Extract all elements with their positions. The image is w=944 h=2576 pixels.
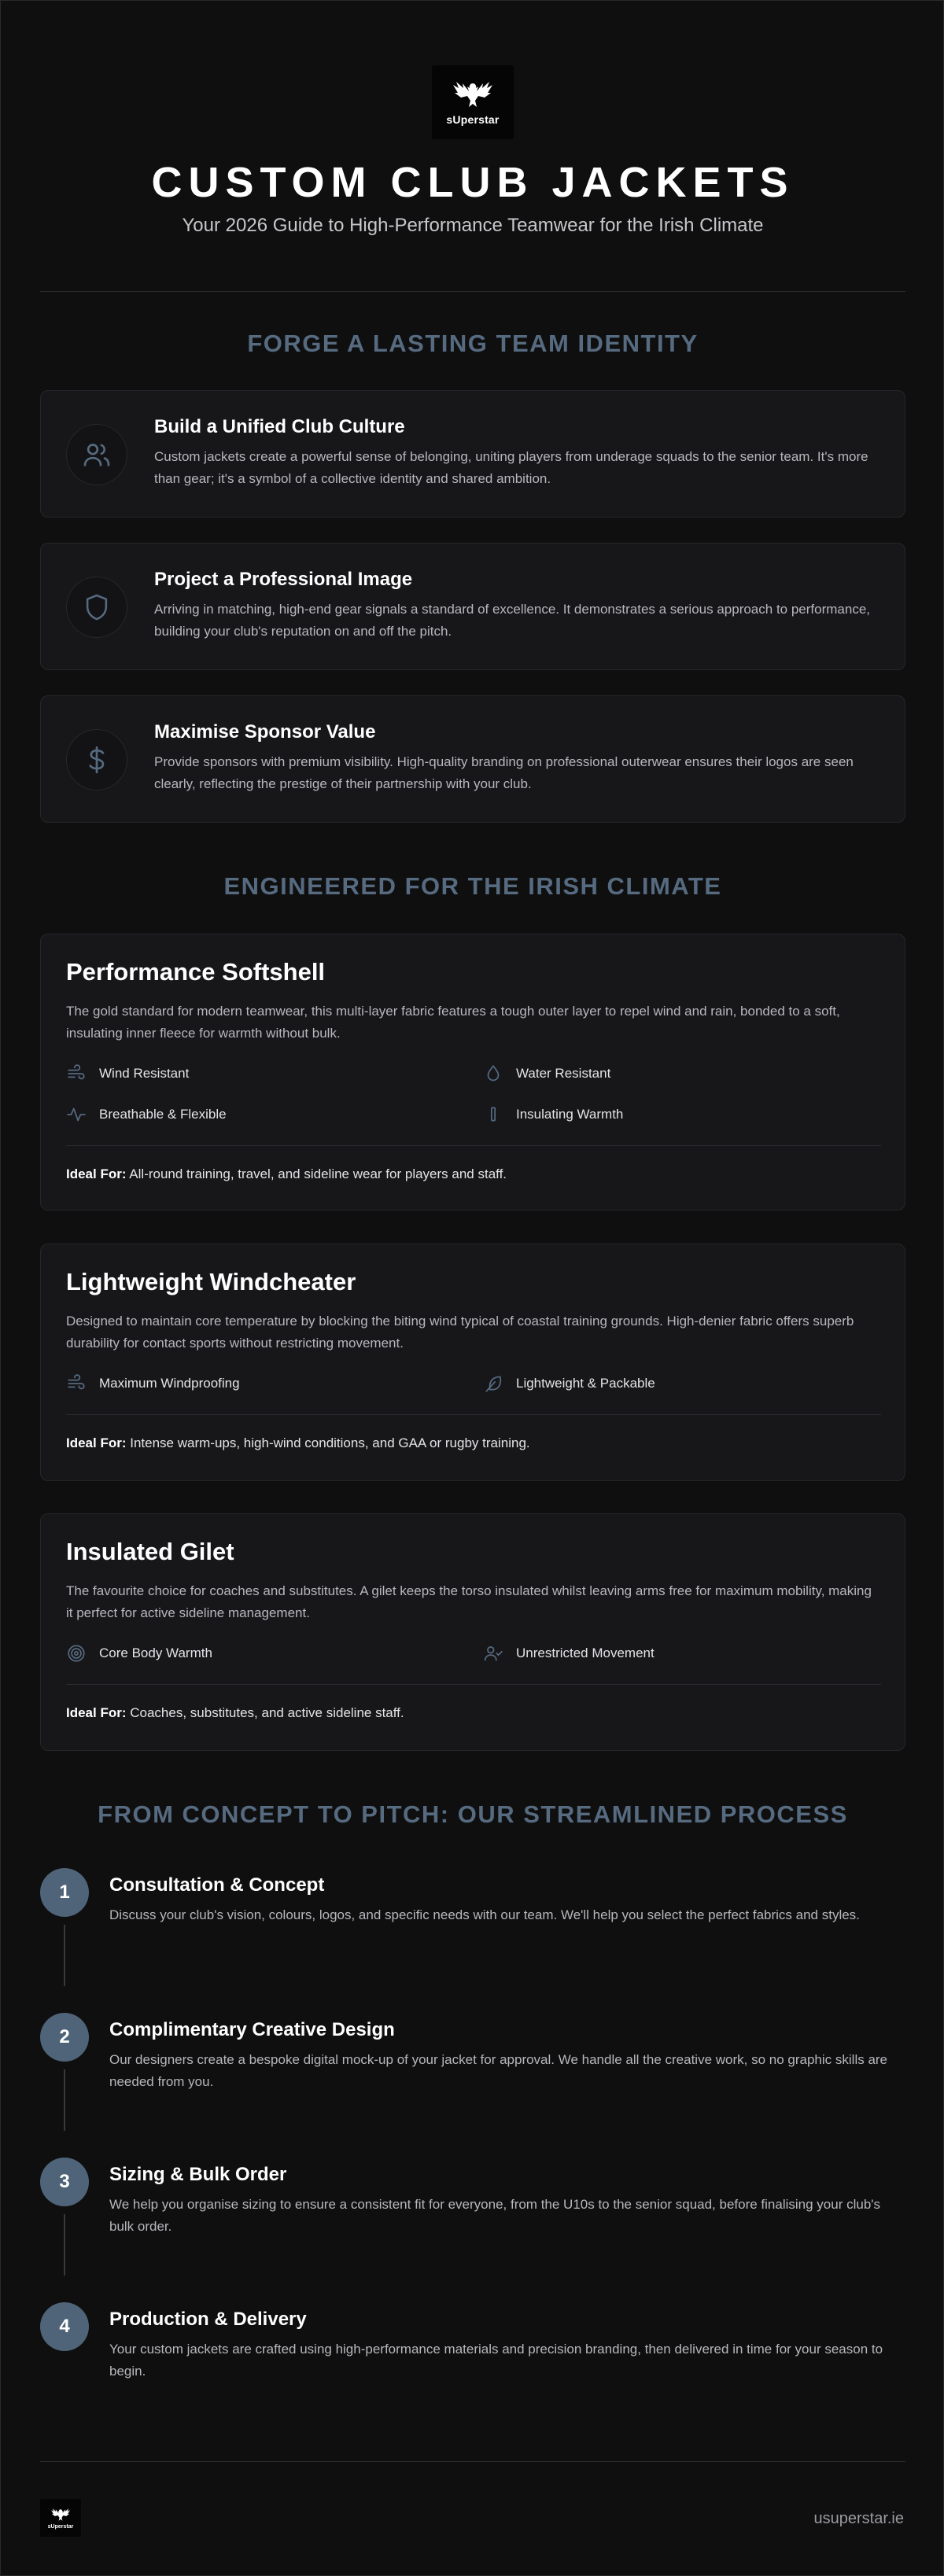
product-title: Performance Softshell <box>66 958 326 986</box>
droplet-icon <box>483 1063 503 1084</box>
product-card-softshell <box>40 934 905 1211</box>
ideal-for-text: Intense warm-ups, high-wind conditions, and GAA or rugby training. <box>126 1435 530 1450</box>
feature-item <box>483 1643 655 1664</box>
step-connector <box>64 2214 65 2276</box>
identity-card-image <box>40 543 905 670</box>
footer-divider <box>40 2461 905 2462</box>
identity-card-desc: Provide sponsors with premium visibility. High-quality branding on professional outerwear ensures their logos are seen clearly, reflecting the prestige of their partnership with your club. <box>154 754 854 791</box>
product-card-gilet <box>40 1513 905 1751</box>
eagle-logo-icon <box>50 2507 71 2523</box>
divider <box>40 291 905 292</box>
step-number: 4 <box>40 2302 89 2351</box>
identity-card-desc: Custom jackets create a powerful sense of belonging, uniting players from underage squads to the senior team. It's more than gear; it's a symbol of a collective identity and shared ambition. <box>154 449 868 486</box>
feature-item <box>66 1104 227 1125</box>
identity-heading: FORGE A LASTING TEAM IDENTITY <box>247 330 699 357</box>
step-desc: Your custom jackets are crafted using high-performance materials and precision branding, then delivered in time for your season to begin. <box>109 2342 883 2379</box>
step-number: 1 <box>40 1868 89 1917</box>
brand-logo <box>432 65 514 139</box>
card-divider <box>66 1414 881 1415</box>
eagle-logo-icon <box>452 79 494 110</box>
card-divider <box>66 1684 881 1685</box>
step-title: Sizing & Bulk Order <box>109 2164 287 2185</box>
footer-logo-wordmark: sUperstar <box>47 2523 74 2530</box>
step-desc: We help you organise sizing to ensure a consistent fit for everyone, from the U10s to the senior squad, before finalising your club's bulk order. <box>109 2197 881 2234</box>
activity-icon <box>66 1104 87 1125</box>
step-title: Complimentary Creative Design <box>109 2019 395 2040</box>
step-title: Production & Delivery <box>109 2309 307 2330</box>
product-title: Lightweight Windcheater <box>66 1268 356 1295</box>
feature-item <box>66 1643 212 1664</box>
footer-logo <box>40 2499 81 2537</box>
feature-label: Water Resistant <box>516 1066 611 1081</box>
feature-item <box>483 1104 623 1125</box>
ideal-for-text: All-round training, travel, and sideline wear for players and staff. <box>126 1166 507 1181</box>
ideal-for-label: Ideal For: <box>66 1705 127 1720</box>
target-icon <box>66 1643 87 1664</box>
ideal-for-label: Ideal For: <box>66 1166 127 1181</box>
wind-icon <box>66 1063 87 1084</box>
step-number: 3 <box>40 2158 89 2206</box>
step-desc: Discuss your club's vision, colours, logos, and specific needs with our team. We'll help you select the perfect fabrics and styles. <box>109 1907 860 1922</box>
process-heading: FROM CONCEPT TO PITCH: OUR STREAMLINED PROCESS <box>98 1800 848 1828</box>
feature-label: Core Body Warmth <box>99 1645 212 1660</box>
feature-item <box>66 1373 240 1394</box>
feature-item <box>66 1063 189 1084</box>
wind-icon <box>66 1373 87 1394</box>
page-subtitle: Your 2026 Guide to High-Performance Teamwear for the Irish Climate <box>182 215 764 236</box>
identity-card-title: Build a Unified Club Culture <box>154 416 405 437</box>
feature-label: Maximum Windproofing <box>99 1376 240 1391</box>
feature-label: Unrestricted Movement <box>516 1645 655 1660</box>
card-divider <box>66 1145 881 1146</box>
feather-icon <box>483 1373 503 1394</box>
ideal-for-label: Ideal For: <box>66 1435 127 1450</box>
identity-card-sponsor <box>40 695 905 823</box>
feature-item <box>483 1373 655 1394</box>
thermometer-icon <box>483 1104 503 1125</box>
ideal-for-text: Coaches, substitutes, and active sideline staff. <box>126 1705 404 1720</box>
dollar-icon <box>66 729 127 790</box>
shield-icon <box>66 577 127 638</box>
product-title: Insulated Gilet <box>66 1538 234 1565</box>
feature-label: Wind Resistant <box>99 1066 190 1081</box>
ideal-for <box>66 1435 530 1451</box>
user-check-icon <box>483 1643 503 1664</box>
identity-card-title: Project a Professional Image <box>154 569 413 590</box>
ideal-for <box>66 1166 507 1182</box>
logo-wordmark: sUperstar <box>446 113 500 126</box>
feature-label: Insulating Warmth <box>516 1107 624 1122</box>
step-title: Consultation & Concept <box>109 1874 325 1896</box>
step-desc: Our designers create a bespoke digital mock-up of your jacket for approval. We handle all the creative work, so no graphic skills are needed from you. <box>109 2052 888 2089</box>
page-title: CUSTOM CLUB JACKETS <box>151 159 795 206</box>
identity-card-desc: Arriving in matching, high-end gear signals a standard of excellence. It demonstrates a serious approach to performance, building your club's reputation on and off the pitch. <box>154 602 870 639</box>
product-desc: Designed to maintain core temperature by blocking the biting wind typical of coastal training grounds. High-denier fabric offers superb durability for contact sports without restricting movement. <box>66 1314 854 1351</box>
product-card-windcheater <box>40 1244 905 1481</box>
feature-label: Lightweight & Packable <box>516 1376 655 1391</box>
ideal-for <box>66 1705 404 1721</box>
step-number: 2 <box>40 2013 89 2062</box>
users-icon <box>66 424 127 485</box>
footer-url[interactable]: usuperstar.ie <box>813 2510 904 2527</box>
product-desc: The gold standard for modern teamwear, this multi-layer fabric features a tough outer layer to repel wind and rain, bonded to a soft, insulating inner fleece for warmth without bulk. <box>66 1004 840 1041</box>
step-connector <box>64 2069 65 2131</box>
identity-card-culture <box>40 390 905 518</box>
step-connector <box>64 1925 65 1986</box>
climate-heading: ENGINEERED FOR THE IRISH CLIMATE <box>223 872 722 900</box>
product-desc: The favourite choice for coaches and substitutes. A gilet keeps the torso insulated whilst leaving arms free for maximum mobility, making it perfect for active sideline management. <box>66 1583 872 1620</box>
feature-item <box>483 1063 610 1084</box>
identity-card-title: Maximise Sponsor Value <box>154 721 376 743</box>
feature-label: Breathable & Flexible <box>99 1107 227 1122</box>
